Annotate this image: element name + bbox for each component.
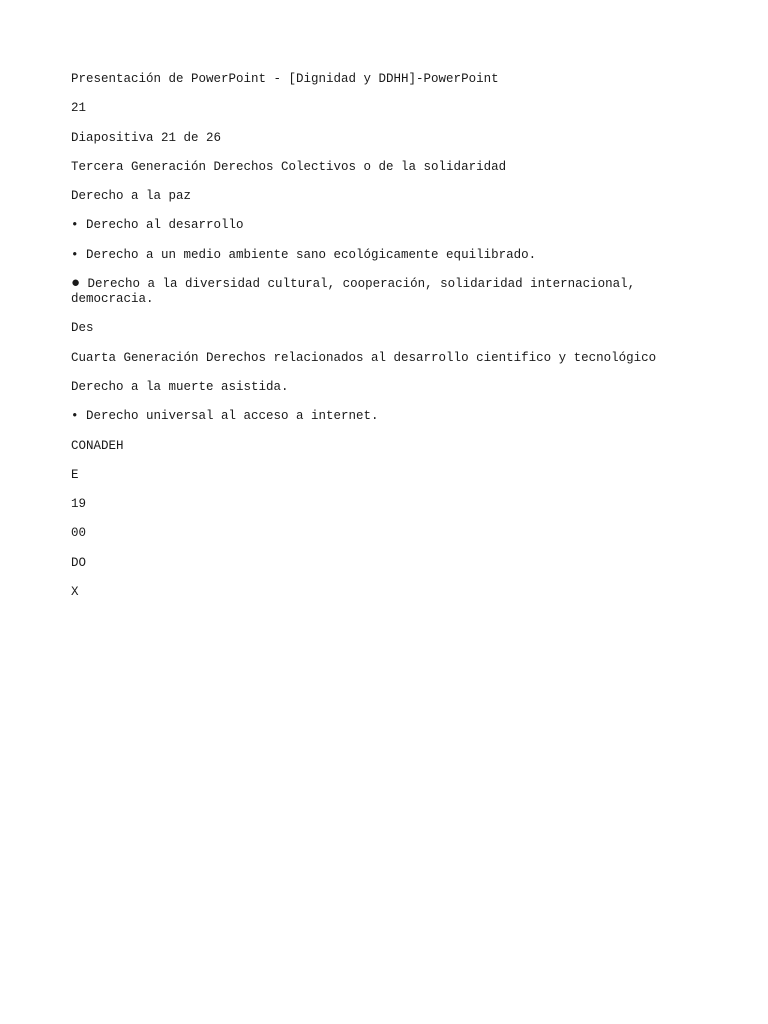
right-to-diversity-text: Derecho a la diversidad cultural, cooperación, solidaridad internacional, democracia.: [71, 277, 636, 307]
window-title: Presentación de PowerPoint - [Dignidad y DDHH]-PowerPoint: [71, 72, 499, 86]
footer-number-19: 19: [71, 497, 87, 512]
fourth-generation-heading: Cuarta Generación Derechos relacionados al desarrollo cientifico y tecnológico: [71, 350, 657, 365]
slide-number: 21: [71, 101, 87, 116]
footer-letter-e: E: [71, 467, 79, 482]
text-fragment-des: Des: [71, 321, 94, 336]
right-to-assisted-death: Derecho a la muerte asistida.: [71, 379, 289, 394]
right-to-internet: • Derecho universal al acceso a internet.: [71, 409, 379, 424]
footer-letter-x: X: [71, 585, 79, 600]
right-to-environment: • Derecho a un medio ambiente sano ecológicamente equilibrado.: [71, 247, 537, 262]
right-to-development: • Derecho al desarrollo: [71, 218, 244, 233]
right-to-peace: Derecho a la paz: [71, 189, 192, 204]
bullet-icon: ●: [71, 275, 81, 293]
slide-indicator: Diapositiva 21 de 26: [71, 130, 222, 145]
footer-letters-do: DO: [71, 555, 87, 570]
document-page: [71, 72, 711, 614]
footer-number-00: 00: [71, 526, 87, 541]
third-generation-heading: Tercera Generación Derechos Colectivos o de la solidaridad: [71, 159, 507, 174]
organization-name: CONADEH: [71, 438, 124, 453]
right-to-diversity: [71, 277, 711, 307]
